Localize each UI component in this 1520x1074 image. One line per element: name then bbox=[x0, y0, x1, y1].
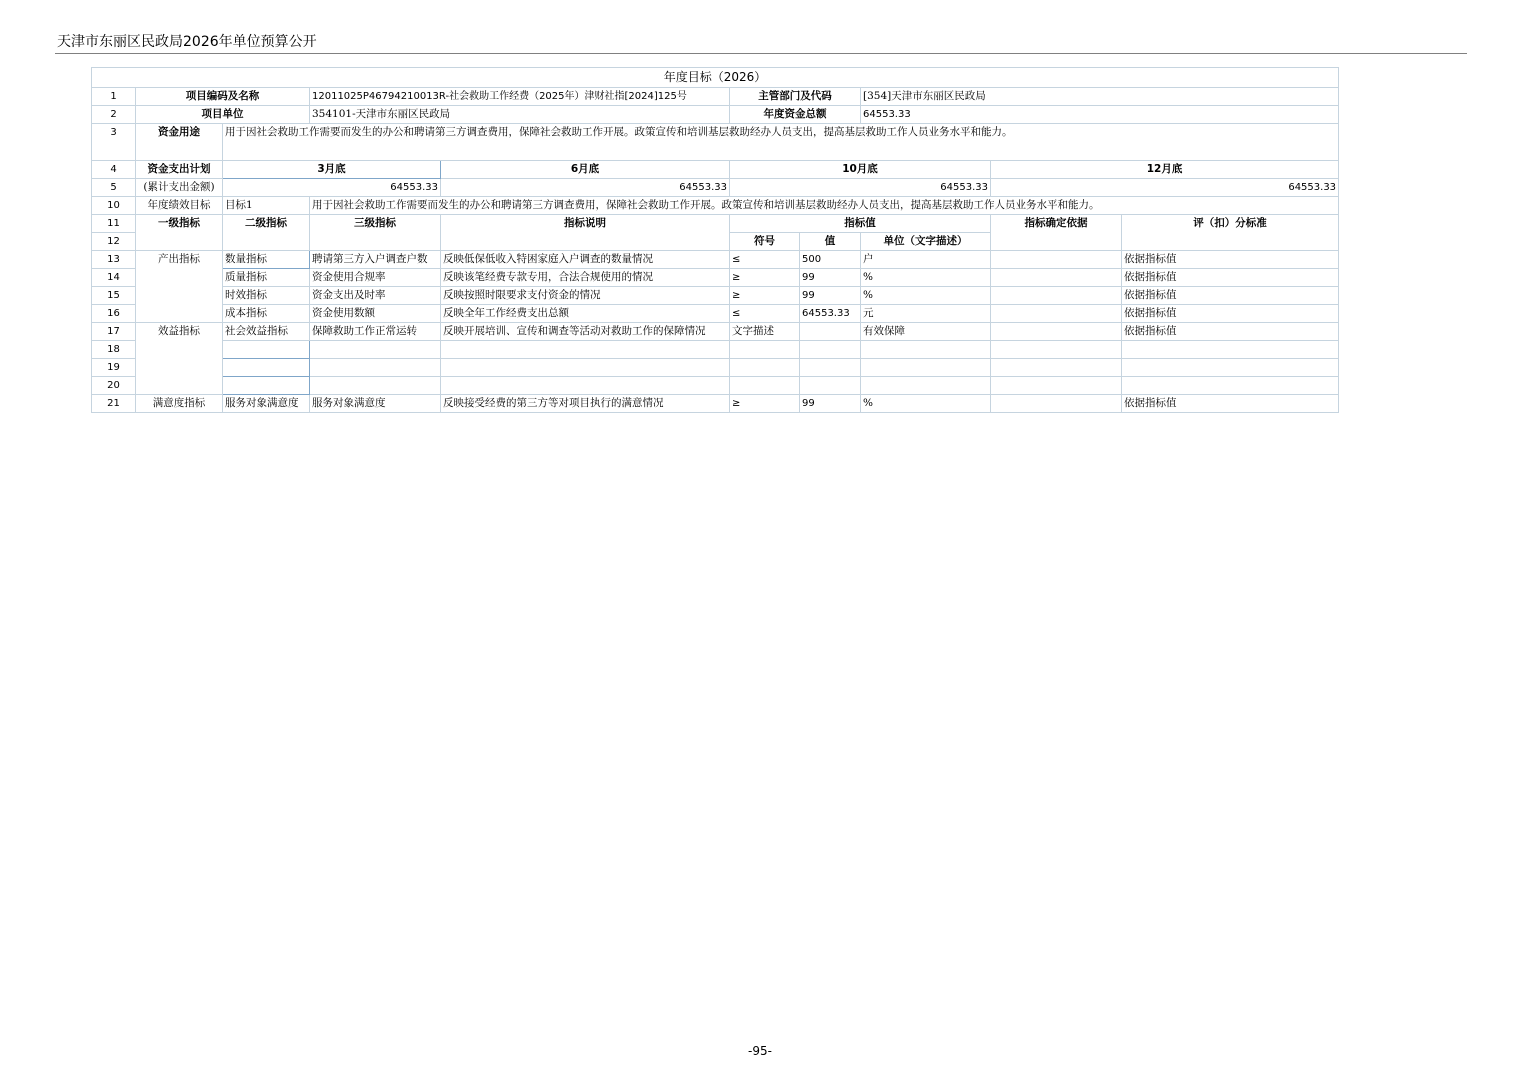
value-cell bbox=[800, 323, 861, 341]
q2-amount: 64553.33 bbox=[441, 179, 730, 197]
department-value: [354]天津市东丽区民政局 bbox=[861, 88, 1339, 106]
row-number: 17 bbox=[92, 323, 136, 341]
basis-cell bbox=[991, 341, 1122, 359]
unit-header: 单位（文字描述） bbox=[861, 233, 991, 251]
level3-cell: 资金支出及时率 bbox=[310, 287, 441, 305]
unit-cell bbox=[861, 359, 991, 377]
annual-goal-label: 年度绩效目标 bbox=[136, 197, 223, 215]
table-row bbox=[92, 179, 1339, 197]
symbol-cell bbox=[730, 359, 800, 377]
project-code-label: 项目编码及名称 bbox=[136, 88, 310, 106]
document-title: 天津市东丽区民政局2026年单位预算公开 bbox=[57, 34, 317, 50]
row-number: 19 bbox=[92, 359, 136, 377]
level2-cell: 成本指标 bbox=[223, 305, 310, 323]
symbol-cell bbox=[730, 341, 800, 359]
q1-amount: 64553.33 bbox=[223, 179, 441, 197]
row-number: 10 bbox=[92, 197, 136, 215]
table-row bbox=[92, 106, 1339, 124]
row-number: 5 bbox=[92, 179, 136, 197]
indicator-value-header: 指标值 bbox=[730, 215, 991, 233]
value-cell bbox=[800, 377, 861, 395]
basis-cell bbox=[991, 287, 1122, 305]
satisfaction-group-label: 满意度指标 bbox=[136, 395, 223, 413]
table-row bbox=[92, 305, 1339, 323]
level3-cell: 聘请第三方入户调查户数 bbox=[310, 251, 441, 269]
q3-amount: 64553.33 bbox=[730, 179, 991, 197]
unit-cell: 有效保障 bbox=[861, 323, 991, 341]
cumulative-label: (累计支出金额) bbox=[136, 179, 223, 197]
basis-cell bbox=[991, 251, 1122, 269]
value-cell: 99 bbox=[800, 287, 861, 305]
row-number: 18 bbox=[92, 341, 136, 359]
row-number: 1 bbox=[92, 88, 136, 106]
level3-cell bbox=[310, 377, 441, 395]
level3-cell bbox=[310, 341, 441, 359]
level3-cell: 服务对象满意度 bbox=[310, 395, 441, 413]
symbol-cell: ≥ bbox=[730, 269, 800, 287]
q1-header: 3月底 bbox=[223, 161, 441, 179]
basis-header: 指标确定依据 bbox=[991, 215, 1122, 251]
table-row bbox=[92, 88, 1339, 106]
row-number: 11 bbox=[92, 215, 136, 233]
table-row bbox=[92, 341, 1339, 359]
score-cell: 依据指标值 bbox=[1122, 269, 1339, 287]
row-number: 4 bbox=[92, 161, 136, 179]
score-cell bbox=[1122, 341, 1339, 359]
description-cell bbox=[441, 341, 730, 359]
symbol-cell: ≥ bbox=[730, 395, 800, 413]
basis-cell bbox=[991, 359, 1122, 377]
unit-cell: % bbox=[861, 395, 991, 413]
value-cell: 99 bbox=[800, 395, 861, 413]
fund-usage-label: 资金用途 bbox=[136, 124, 223, 161]
table-row bbox=[92, 377, 1339, 395]
symbol-cell: ≤ bbox=[730, 251, 800, 269]
row-number: 12 bbox=[92, 233, 136, 251]
basis-cell bbox=[991, 377, 1122, 395]
level2-cell bbox=[223, 359, 310, 377]
table-banner: 年度目标（2026） bbox=[92, 68, 1339, 88]
level2-cell bbox=[223, 377, 310, 395]
score-cell: 依据指标值 bbox=[1122, 323, 1339, 341]
unit-cell: % bbox=[861, 269, 991, 287]
symbol-cell: ≥ bbox=[730, 287, 800, 305]
q4-amount: 64553.33 bbox=[991, 179, 1339, 197]
description-cell: 反映低保低收入特困家庭入户调查的数量情况 bbox=[441, 251, 730, 269]
value-cell: 64553.33 bbox=[800, 305, 861, 323]
score-cell: 依据指标值 bbox=[1122, 305, 1339, 323]
table-row bbox=[92, 251, 1339, 269]
annual-goal-value: 用于因社会救助工作需要而发生的办公和聘请第三方调查费用，保障社会救助工作开展。政策宣传和培训基层救助经办人员支出，提高基层救助工作人员业务水平和能力。 bbox=[310, 197, 1339, 215]
table-row bbox=[92, 269, 1339, 287]
level1-header: 一级指标 bbox=[136, 215, 223, 251]
unit-cell: 户 bbox=[861, 251, 991, 269]
score-cell: 依据指标值 bbox=[1122, 395, 1339, 413]
row-number: 16 bbox=[92, 305, 136, 323]
unit-cell bbox=[861, 341, 991, 359]
table-row bbox=[92, 197, 1339, 215]
level2-cell: 时效指标 bbox=[223, 287, 310, 305]
description-cell: 反映开展培训、宣传和调查等活动对救助工作的保障情况 bbox=[441, 323, 730, 341]
value-cell: 500 bbox=[800, 251, 861, 269]
performance-target-table bbox=[91, 67, 1339, 413]
row-number: 13 bbox=[92, 251, 136, 269]
table-row bbox=[92, 359, 1339, 377]
basis-cell bbox=[991, 395, 1122, 413]
value-header: 值 bbox=[800, 233, 861, 251]
basis-cell bbox=[991, 269, 1122, 287]
level2-cell: 数量指标 bbox=[223, 251, 310, 269]
level3-cell bbox=[310, 359, 441, 377]
annual-fund-label: 年度资金总额 bbox=[730, 106, 861, 124]
q3-header: 10月底 bbox=[730, 161, 991, 179]
page-number: -95- bbox=[748, 1044, 772, 1058]
q4-header: 12月底 bbox=[991, 161, 1339, 179]
project-unit-label: 项目单位 bbox=[136, 106, 310, 124]
level2-cell: 社会效益指标 bbox=[223, 323, 310, 341]
level2-cell: 服务对象满意度 bbox=[223, 395, 310, 413]
fund-usage-value: 用于因社会救助工作需要而发生的办公和聘请第三方调查费用，保障社会救助工作开展。政策宣传和培训基层救助经办人员支出，提高基层救助工作人员业务水平和能力。 bbox=[223, 124, 1339, 161]
banner-row bbox=[92, 68, 1339, 88]
symbol-cell: 文字描述 bbox=[730, 323, 800, 341]
row-number: 3 bbox=[92, 124, 136, 161]
description-cell: 反映全年工作经费支出总额 bbox=[441, 305, 730, 323]
score-cell bbox=[1122, 359, 1339, 377]
unit-cell: 元 bbox=[861, 305, 991, 323]
description-cell bbox=[441, 377, 730, 395]
description-cell: 反映该笔经费专款专用，合法合规使用的情况 bbox=[441, 269, 730, 287]
score-cell: 依据指标值 bbox=[1122, 287, 1339, 305]
description-cell: 反映按照时限要求支付资金的情况 bbox=[441, 287, 730, 305]
level3-cell: 保障救助工作正常运转 bbox=[310, 323, 441, 341]
basis-cell bbox=[991, 323, 1122, 341]
basis-cell bbox=[991, 305, 1122, 323]
table-row bbox=[92, 124, 1339, 161]
level2-cell: 质量指标 bbox=[223, 269, 310, 287]
description-cell: 反映接受经费的第三方等对项目执行的满意情况 bbox=[441, 395, 730, 413]
level2-header: 二级指标 bbox=[223, 215, 310, 251]
header-divider bbox=[55, 53, 1467, 54]
table-row bbox=[92, 287, 1339, 305]
q2-header: 6月底 bbox=[441, 161, 730, 179]
goal-id: 目标1 bbox=[223, 197, 310, 215]
row-number: 2 bbox=[92, 106, 136, 124]
unit-cell bbox=[861, 377, 991, 395]
table-row bbox=[92, 215, 1339, 233]
table-row bbox=[92, 323, 1339, 341]
benefit-group-label: 效益指标 bbox=[136, 323, 223, 395]
score-cell bbox=[1122, 377, 1339, 395]
table-row bbox=[92, 395, 1339, 413]
annual-fund-value: 64553.33 bbox=[861, 106, 1339, 124]
score-cell: 依据指标值 bbox=[1122, 251, 1339, 269]
level3-cell: 资金使用合规率 bbox=[310, 269, 441, 287]
row-number: 20 bbox=[92, 377, 136, 395]
value-cell: 99 bbox=[800, 269, 861, 287]
row-number: 14 bbox=[92, 269, 136, 287]
table-row bbox=[92, 161, 1339, 179]
description-header: 指标说明 bbox=[441, 215, 730, 251]
output-group-label: 产出指标 bbox=[136, 251, 223, 323]
scoring-header: 评（扣）分标准 bbox=[1122, 215, 1339, 251]
spending-plan-label: 资金支出计划 bbox=[136, 161, 223, 179]
level2-cell bbox=[223, 341, 310, 359]
row-number: 21 bbox=[92, 395, 136, 413]
symbol-cell bbox=[730, 377, 800, 395]
symbol-header: 符号 bbox=[730, 233, 800, 251]
project-unit-value: 354101-天津市东丽区民政局 bbox=[310, 106, 730, 124]
value-cell bbox=[800, 341, 861, 359]
level3-cell: 资金使用数额 bbox=[310, 305, 441, 323]
department-label: 主管部门及代码 bbox=[730, 88, 861, 106]
project-code-value: 12011025P46794210013R-社会救助工作经费（2025年）津财社指[2024]125号 bbox=[310, 88, 730, 106]
symbol-cell: ≤ bbox=[730, 305, 800, 323]
row-number: 15 bbox=[92, 287, 136, 305]
value-cell bbox=[800, 359, 861, 377]
level3-header: 三级指标 bbox=[310, 215, 441, 251]
description-cell bbox=[441, 359, 730, 377]
unit-cell: % bbox=[861, 287, 991, 305]
